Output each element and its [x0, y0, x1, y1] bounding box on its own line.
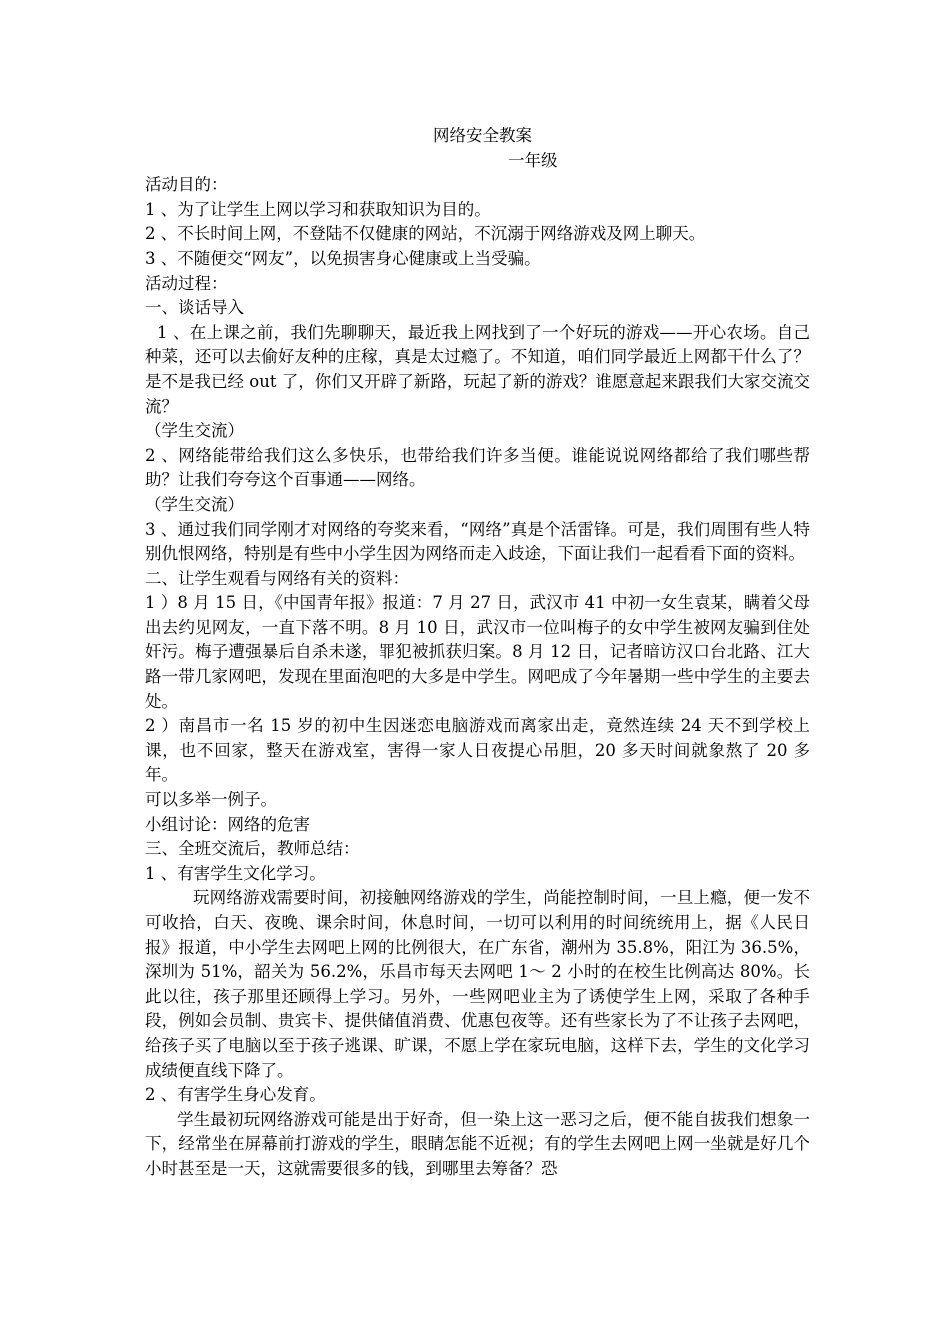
part-heading-3: 三、全班交流后，教师总结： [145, 839, 360, 859]
note-example: 可以多举一例子。 [145, 790, 277, 810]
group-discussion: 小组讨论：网络的危害 [145, 814, 310, 834]
document-title: 网络安全教案 [433, 126, 532, 145]
material-paragraph-1: 1 ）8 月 15 日，《中国青年报》报道：7 月 27 日，武汉市 41 中初一女生袁某，瞒着父母出去约见网友，一直下落不明。8 月 10 日，武汉市一位叫梅子的女中学生被网友骗到住处奸污。梅子遭强暴后自杀未遂，罪犯被抓获归案。8 月 12 日，记者暗访汉口台北路、江大路一带几家网吧，发现在里面泡吧的大多是中学生。网吧成了今年暑期一些中学生的主要去处。 [145, 593, 810, 711]
goal-item-1: 1 、为了让学生上网以学习和获取知识为目的。 [145, 199, 491, 219]
grade-label: 一年级 [508, 150, 558, 170]
goal-item-3: 3 、不随便交“网友”，以免损害身心健康或上当受骗。 [145, 248, 541, 268]
section-heading-process: 活动过程： [145, 273, 228, 293]
section-heading-goals: 活动目的： [145, 175, 228, 195]
goal-item-2: 2 、不长时间上网，不登陆不仅健康的网站，不沉溺于网络游戏及网上聊天。 [145, 224, 706, 244]
part-heading-2: 二、让学生观看与网络有关的资料： [145, 568, 409, 588]
material-paragraph-2: 2 ）南昌市一名 15 岁的初中生因迷恋电脑游戏而离家出走，竟然连续 24 天不到学校上课，也不回家，整天在游戏室，害得一家人日夜提心吊胆，20 多天时间就象熬了 20 多年。 [145, 716, 810, 785]
harm-paragraph-1: 玩网络游戏需要时间，初接触网络游戏的学生，尚能控制时间，一旦上瘾，便一发不可收拾，白天、夜晚、课余时间，休息时间，一切可以利用的时间统统用上，据《人民日报》报道，中小学生去网吧上网的比例很大，在广东省，潮州为 35.8%，阳江为 36.5%，深圳为 51%，韶关为 56.2%，乐昌市每天去网吧 1～ 2 小时的在校生比例高达 80%。长此以往，孩子那里还顾得上学习。另外，一些网吧业主为了诱使学生上网，采取了各种手段，例如会员制、贵宾卡、提供储值消费、优惠包夜等。还有些家长为了不让孩子去网吧，给孩子买了电脑以至于孩子逃课、旷课，不愿上学在家玩电脑，这样下去，学生的文化学习成绩便直线下降了。 [145, 888, 810, 1080]
intro-paragraph-2: 2 、网络能带给我们这么多快乐，也带给我们许多当便。谁能说说网络都给了我们哪些帮助？让我们夸夸这个百事通——网络。 [145, 445, 810, 490]
harm-heading-2: 2 、有害学生身心发育。 [145, 1085, 326, 1105]
document-body [145, 124, 810, 1182]
intro-paragraph-1: 1 、在上课之前，我们先聊聊天，最近我上网找到了一个好玩的游戏——开心农场。自己种菜，还可以去偷好友种的庄稼，真是太过瘾了。不知道，咱们同学最近上网都干什么了？是不是我已经 out 了，你们又开辟了新路，玩起了新的游戏？谁愿意起来跟我们大家交流交流？ [145, 322, 810, 416]
student-exchange-note: （学生交流） [145, 421, 244, 441]
harm-heading-1: 1 、有害学生文化学习。 [145, 863, 326, 883]
part-heading-1: 一、谈话导入 [145, 298, 244, 318]
student-exchange-note: （学生交流） [145, 494, 244, 514]
harm-paragraph-2: 学生最初玩网络游戏可能是出于好奇，但一染上这一恶习之后，便不能自拔我们想象一下，经常坐在屏幕前打游戏的学生，眼睛怎能不近视；有的学生去网吧上网一坐就是好几个小时甚至是一天，这就需要很多的钱，到哪里去筹备？恐 [145, 1109, 810, 1178]
intro-paragraph-3: 3 、通过我们同学刚才对网络的夸奖来看，“网络”真是个活雷锋。可是，我们周围有些人特别仇恨网络，特别是有些中小学生因为网络而走入歧途，下面让我们一起看看下面的资料。 [145, 519, 810, 564]
